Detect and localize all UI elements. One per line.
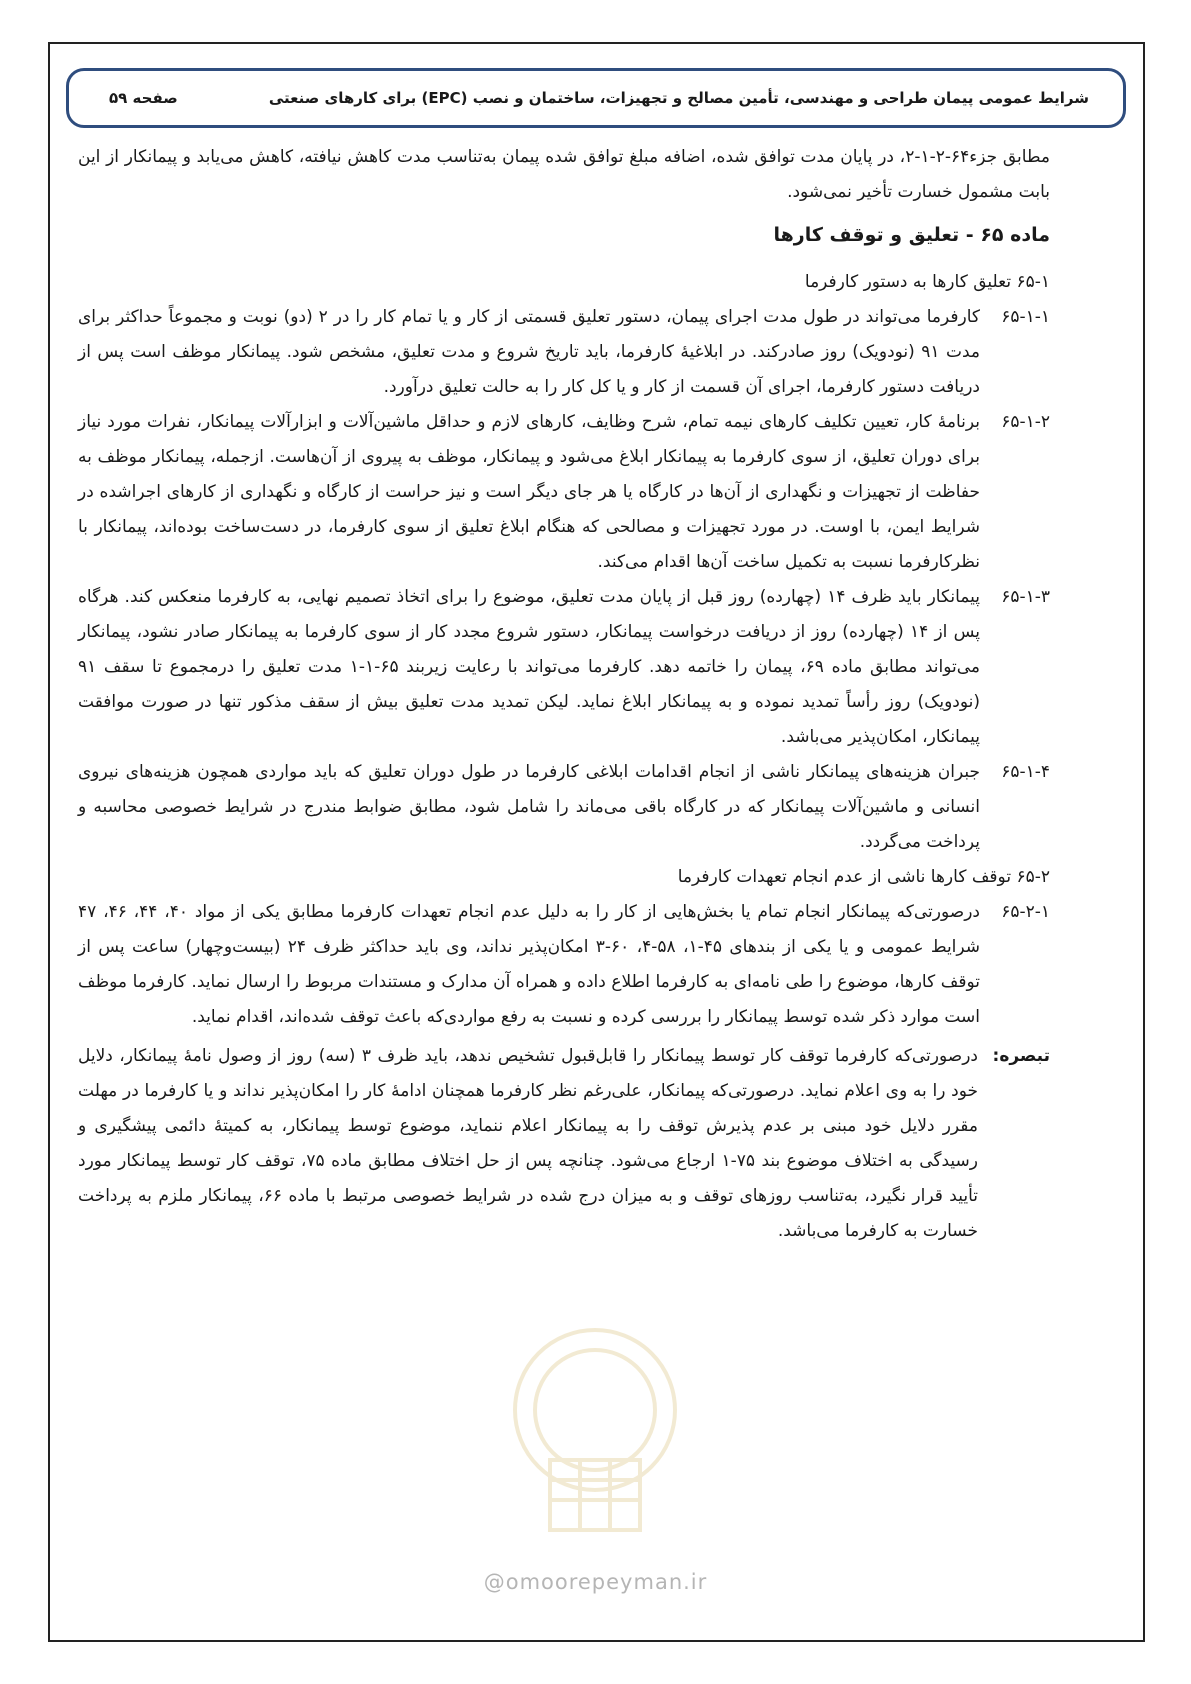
clause-65-2-1 bbox=[78, 895, 1050, 1035]
clause-text: درصورتی‌که پیمانکار انجام تمام یا بخش‌هایی از کار را به دلیل عدم انجام تعهدات کارفرما مطابق یکی از مواد ۴۰، ۴۴، ۴۶، ۴۷ شرایط عمومی و یا یکی از بندهای ۴۵-۱، ۵۸-۴، ۶۰-۳ امکان‌پذیر نداند، وی باید حداکثر ظرف ۲۴ (بیست‌وچهار) ساعت پس از توقف کارها، موضوع را طی نامه‌ای به کارفرما اطلاع داده و همراه آن مدارک و مستندات مربوط را ارسال نماید. کارفرما موظف است موارد ذکر شده توسط پیمانکار را بررسی کرده و نسبت به رفع مواردی‌که باعث توقف شده‌اند، اقدام نماید. bbox=[78, 902, 981, 1027]
watermark-text: @omoorepeyman.ir bbox=[483, 1570, 708, 1594]
clause-text: جبران هزینه‌های پیمانکار ناشی از انجام اقدامات ابلاغی کارفرما در طول دوران تعلیق که باید مواردی همچون هزینه‌های نیروی انسانی و ماشین‌آلات پیمانکار که در کارگاه باقی می‌ماند را شامل شود، مطابق ضوابط مندرج در شرایط خصوصی محاسبه و پرداخت می‌گردد. bbox=[78, 762, 980, 852]
section-heading-65-1: ۶۵-۱ تعلیق کارها به دستور کارفرما bbox=[804, 272, 1050, 292]
clause-text: کارفرما می‌تواند در طول مدت اجرای پیمان، دستور تعلیق قسمتی از کار و یا تمام کار را در ۲ (دو) نوبت و مجموعاً حداکثر برای مدت ۹۱ (نودویک) روز صادرکند. در ابلاغیهٔ کارفرما، باید تاریخ شروع و مدت تعلیق، مشخص شود. پیمانکار موظف است پس از دریافت دستور کارفرما، اجرای آن قسمت از کار و یا کل کار را به حالت تعلیق درآورد. bbox=[78, 307, 980, 397]
note-text: درصورتی‌که کارفرما توقف کار توسط پیمانکار را قابل‌قبول تشخیص ندهد، باید ظرف ۳ (سه) روز از وصول نامهٔ پیمانکار، دلایل خود را به وی اعلام نماید. درصورتی‌که پیمانکار، علی‌رغم نظر کارفرما همچنان ادامهٔ کار را امکان‌پذیر نداند و یا کارفرما در مهلت مقرر دلایل خود مبنی بر عدم پذیرش توقف را به پیمانکار اعلام ننماید، موضوع توسط پیمانکار، به کمیتهٔ دائمی پیشگیری و رسیدگی به اختلاف موضوع بند ۷۵-۱ ارجاع می‌شود. چنانچه پس از حل اختلاف مطابق ماده ۷۵، توقف کار توسط پیمانکار مورد تأیید قرار نگیرد، به‌تناسب روزهای توقف و به میزان درج شده در شرایط خصوصی مرتبط با ماده ۶۶، پیمانکار ملزم به پرداخت خسارت به کارفرما می‌باشد. bbox=[78, 1046, 978, 1241]
note-label: تبصره: bbox=[992, 1046, 1050, 1066]
clause-text: پیمانکار باید ظرف ۱۴ (چهارده) روز قبل از پایان مدت تعلیق، موضوع را برای اتخاذ تصمیم نهایی، به کارفرما منعکس کند. هرگاه پس از ۱۴ (چهارده) روز از دریافت درخواست پیمانکار، دستور شروع مجدد کار از سوی کارفرما به پیمانکار صادر نشود، پیمانکار می‌تواند مطابق ماده ۶۹، پیمان را خاتمه دهد. کارفرما می‌تواند با رعایت زیربند ۶۵-۱-۱ مدت تعلیق را درمجموع تا سقف ۹۱ (نودویک) روز رأساً تمدید نموده و به پیمانکار ابلاغ نماید. لیکن تمدید مدت تعلیق بیش از سقف مذکور تنها در صورت موافقت پیمانکار، امکان‌پذیر می‌باشد. bbox=[78, 587, 981, 747]
section-heading-65-2: ۶۵-۲ توقف کارها ناشی از عدم انجام تعهدات کارفرما bbox=[677, 867, 1050, 887]
watermark-seal-icon bbox=[505, 1300, 685, 1550]
clause-number: ۶۵-۲-۱ bbox=[1001, 902, 1050, 922]
note-block bbox=[78, 1039, 1050, 1249]
article-heading: ماده ۶۵ - تعلیق و توقف کارها bbox=[773, 224, 1050, 246]
header-title: شرایط عمومی پیمان طراحی و مهندسی، تأمین مصالح و تجهیزات، ساختمان و نصب (EPC) برای کارهای صنعتی bbox=[268, 89, 1089, 107]
page-header bbox=[66, 68, 1126, 128]
document-body bbox=[78, 140, 1050, 1249]
clause-65-1-4 bbox=[78, 755, 1050, 860]
intro-paragraph: مطابق جزء۶۴-۲-۱-۲، در پایان مدت توافق شده، اضافه مبلغ توافق شده پیمان به‌تناسب مدت کاهش نیافته، کاهش می‌یابد و پیمانکار از این بابت مشمول خسارت تأخیر نمی‌شود. bbox=[78, 147, 1051, 202]
clause-number: ۶۵-۱-۴ bbox=[1001, 762, 1050, 782]
clause-65-1-3 bbox=[78, 580, 1050, 755]
clause-65-1-1 bbox=[78, 300, 1050, 405]
clause-65-1-2 bbox=[78, 405, 1050, 580]
clause-number: ۶۵-۱-۲ bbox=[1001, 412, 1050, 432]
clause-number: ۶۵-۱-۳ bbox=[1001, 587, 1050, 607]
clause-text: برنامهٔ کار، تعیین تکلیف کارهای نیمه تمام، شرح وظایف، کارهای لازم و حداقل ماشین‌آلات و ابزارآلات پیمانکار، نفرات مورد نیاز برای دوران تعلیق، از سوی کارفرما به پیمانکار ابلاغ می‌شود و پیمانکار، موظف به پیروی از آن‌هاست. ازجمله، پیمانکار موظف به حفاظت از تجهیزات و نگهداری از آن‌ها در کارگاه یا هر جای دیگر است و نیز حراست از کارگاه و نگهداری از کارهای اجراشده در شرایط ایمن، با اوست. در مورد تجهیزات و مصالحی که هنگام ابلاغ تعلیق از سوی کارفرما، در دست‌ساخت بوده‌اند، پیمانکار با نظرکارفرما نسبت به تکمیل ساخت آن‌ها اقدام می‌کند. bbox=[78, 412, 980, 572]
page-number: صفحه ۵۹ bbox=[109, 89, 178, 107]
clause-number: ۶۵-۱-۱ bbox=[1001, 307, 1050, 327]
